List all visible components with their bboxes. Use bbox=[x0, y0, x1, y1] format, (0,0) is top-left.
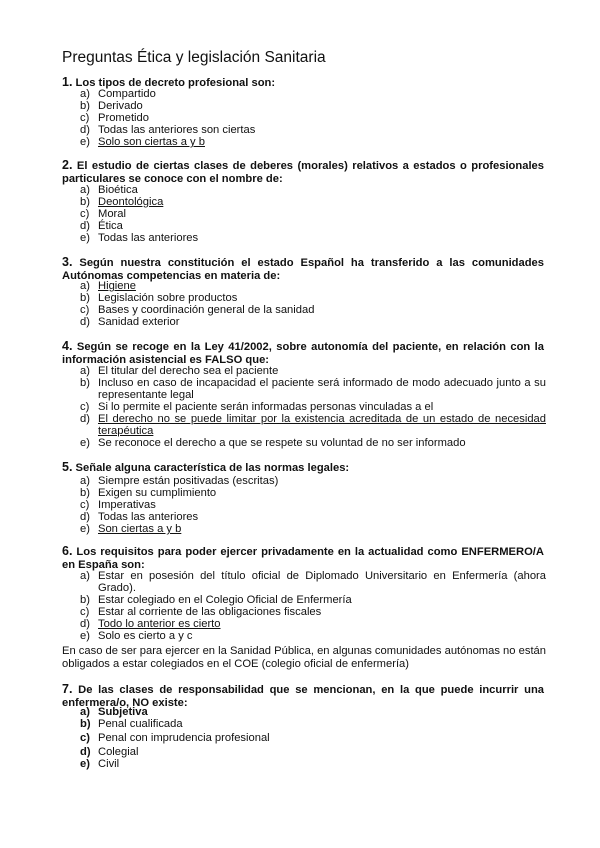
option-e: e) Son ciertas a y b bbox=[80, 523, 182, 535]
option-a: a) Higiene bbox=[80, 280, 136, 292]
option-b: b) Deontológica bbox=[80, 196, 164, 208]
question-4-heading bbox=[62, 340, 544, 367]
option-c: c) Si lo permite el paciente serán informadas personas vinculadas a el bbox=[80, 401, 434, 413]
question-2-options bbox=[80, 184, 546, 244]
option-c: c) Bases y coordinación general de la sanidad bbox=[80, 304, 315, 316]
question-3-heading bbox=[62, 256, 544, 283]
question-text: Según nuestra constitución el estado Español ha transferido a las comunidades Autónomas competencias en materia de: bbox=[62, 257, 545, 282]
question-text: De las clases de responsabilidad que se mencionan, en la que puede incurrir una enfermera/o, NO existe: bbox=[62, 684, 545, 709]
option-a: a) El titular del derecho sea el paciente bbox=[80, 365, 279, 377]
option-a: a) Estar en posesión del título oficial de Diplomado Universitario en Enfermería (ahora Grado). bbox=[80, 570, 546, 594]
option-d: d) Todo lo anterior es cierto bbox=[80, 618, 221, 630]
option-b: b) Exigen su cumplimiento bbox=[80, 487, 217, 499]
question-number: 6. bbox=[62, 544, 73, 558]
option-d: d) Todas las anteriores son ciertas bbox=[80, 124, 256, 136]
question-7-options bbox=[80, 706, 546, 770]
question-6-heading bbox=[62, 545, 544, 572]
option-d: d) Todas las anteriores bbox=[80, 511, 199, 523]
option-d: d) El derecho no se puede limitar por la existencia acreditada de un estado de necesidad terapéutica bbox=[80, 413, 546, 437]
question-2-heading bbox=[62, 159, 544, 186]
option-d: d) Sanidad exterior bbox=[80, 316, 180, 328]
question-5-heading bbox=[62, 461, 544, 475]
question-3-options bbox=[80, 280, 546, 328]
option-b: b) Estar colegiado en el Colegio Oficial de Enfermería bbox=[80, 594, 352, 606]
question-number: 7. bbox=[62, 682, 73, 696]
page-title: Preguntas Ética y legislación Sanitaria bbox=[62, 49, 326, 66]
option-c: c) Prometido bbox=[80, 112, 149, 124]
option-a: a) Subjetiva bbox=[80, 706, 148, 718]
question-4-options bbox=[80, 365, 546, 449]
question-number: 4. bbox=[62, 339, 73, 353]
option-c: c) Imperativas bbox=[80, 499, 156, 511]
question-text: Señale alguna característica de las normas legales: bbox=[75, 462, 350, 474]
question-number: 5. bbox=[62, 460, 73, 474]
question-text: El estudio de ciertas clases de deberes (morales) relativos a estados o profesionales particulares se conoce con el nombre de: bbox=[62, 160, 544, 185]
option-e: e) Civil bbox=[80, 758, 120, 770]
question-1-options bbox=[80, 88, 546, 148]
question-6-note: En caso de ser para ejercer en la Sanidad Pública, en algunas comunidades autónomas no están obligados a estar colegiados en el COE (colegio oficial de enfermería) bbox=[62, 645, 546, 670]
question-number: 2. bbox=[62, 158, 73, 172]
option-e: e) Solo son ciertas a y b bbox=[80, 136, 205, 148]
option-c: c) Penal con imprudencia profesional bbox=[80, 732, 270, 744]
option-a: a) Siempre están positivadas (escritas) bbox=[80, 475, 279, 487]
option-c: c) Moral bbox=[80, 208, 126, 220]
option-e: e) Solo es cierto a y c bbox=[80, 630, 193, 642]
option-c: c) Estar al corriente de las obligaciones fiscales bbox=[80, 606, 322, 618]
option-d: d) Ética bbox=[80, 220, 123, 232]
option-b: b) Penal cualificada bbox=[80, 718, 183, 730]
option-a: a) Bioética bbox=[80, 184, 138, 196]
option-b: b) Legislación sobre productos bbox=[80, 292, 238, 304]
option-d: d) Colegial bbox=[80, 746, 139, 758]
option-a: a) Compartido bbox=[80, 88, 156, 100]
question-text: Los tipos de decreto profesional son: bbox=[75, 77, 276, 89]
option-b: b) Incluso en caso de incapacidad el paciente será informado de modo adecuado junto a su representante legal bbox=[80, 377, 546, 401]
question-6-options bbox=[80, 570, 546, 642]
question-text: Según se recoge en la Ley 41/2002, sobre autonomía del paciente, en relación con la información asistencial es FALSO que: bbox=[62, 341, 544, 366]
question-5-options bbox=[80, 475, 546, 535]
option-e: e) Todas las anteriores bbox=[80, 232, 199, 244]
question-number: 1. bbox=[62, 75, 73, 89]
option-b: b) Derivado bbox=[80, 100, 143, 112]
question-number: 3. bbox=[62, 255, 73, 269]
option-e: e) Se reconoce el derecho a que se respete su voluntad de no ser informado bbox=[80, 437, 466, 449]
question-text: Los requisitos para poder ejercer privadamente en la actualidad como ENFERMERO/A en España son: bbox=[62, 546, 544, 571]
